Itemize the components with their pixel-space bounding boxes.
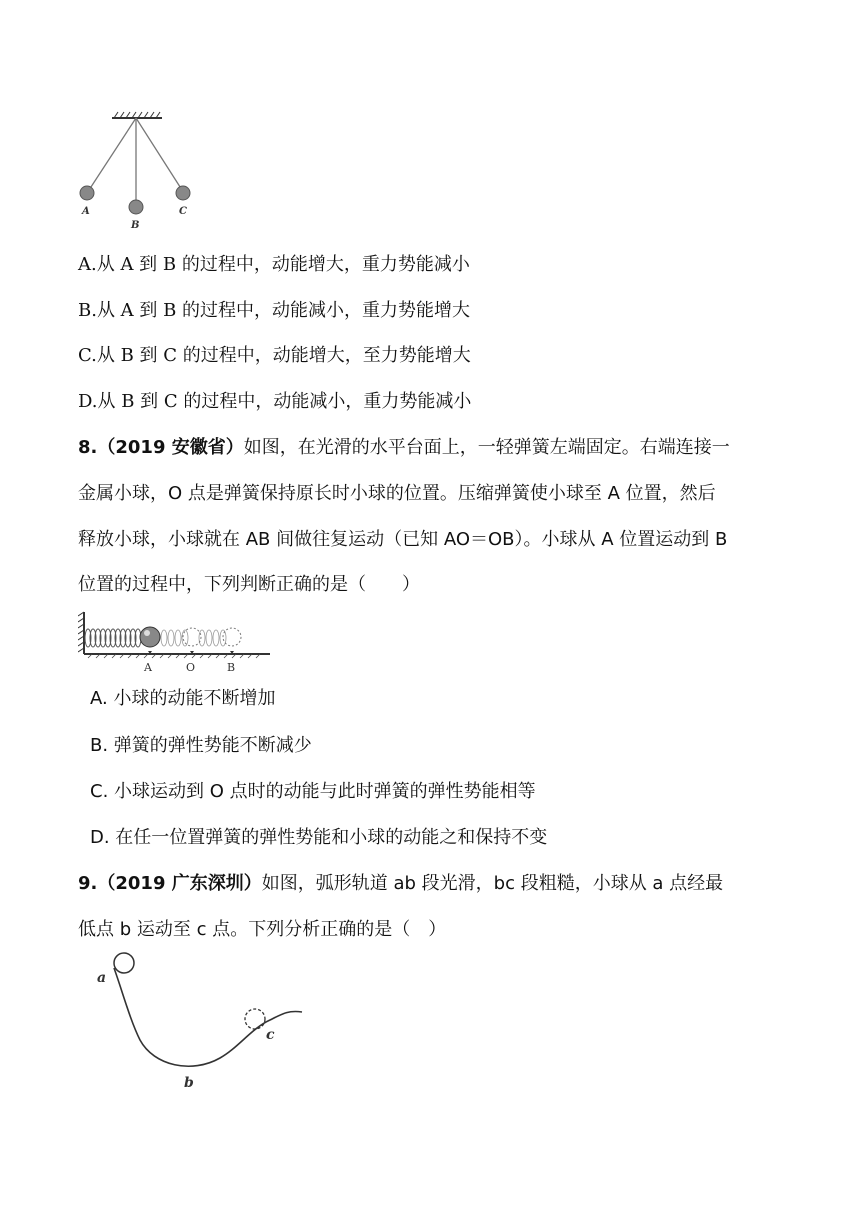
question-source: （2019 广东深圳） — [97, 873, 262, 894]
pendulum-figure — [70, 108, 210, 233]
q8-stem-line-3: 释放小球，小球就在 AB 间做往复运动（已知 AO＝OB）。小球从 A 位置运动到 B — [78, 529, 728, 550]
label-c: c — [266, 1027, 275, 1043]
ball-at-c — [245, 1009, 265, 1029]
label-a: A — [144, 661, 152, 674]
label-b: b — [184, 1075, 194, 1090]
question-text: 如图，弧形轨道 ab 段光滑，bc 段粗糙，小球从 a 点经最 — [261, 873, 724, 894]
q9-stem-line-1 — [78, 871, 723, 897]
label-b: B — [227, 661, 236, 674]
label-c: C — [179, 206, 187, 217]
q7-option-c: C.从 B 到 C 的过程中，动能增大，至力势能增大 — [78, 345, 471, 366]
q9-stem-line-2: 低点 b 运动至 c 点。下列分析正确的是（ ） — [78, 919, 447, 940]
label-a: A — [82, 206, 90, 217]
pendulum-ball-c — [176, 186, 190, 200]
q8-option-a: A. 小球的动能不断增加 — [90, 688, 276, 709]
q8-option-b: B. 弹簧的弹性势能不断减少 — [90, 735, 312, 756]
question-number: 9. — [78, 873, 98, 894]
label-a: a — [97, 970, 107, 986]
ball-at-o — [183, 628, 201, 646]
q8-option-c: C. 小球运动到 O 点时的动能与此时弹簧的弹性势能相等 — [90, 781, 536, 802]
arc-track-figure — [92, 950, 312, 1090]
q7-option-b: B.从 A 到 B 的过程中，动能减小，重力势能增大 — [78, 300, 471, 321]
question-source: （2019 安徽省） — [97, 437, 244, 458]
label-b: B — [131, 220, 140, 231]
q8-stem-line-2: 金属小球，O 点是弹簧保持原长时小球的位置。压缩弹簧使小球至 A 位置，然后 — [78, 483, 716, 504]
ball-at-a — [114, 953, 134, 973]
question-number: 8. — [78, 437, 98, 458]
spring-figure — [78, 606, 278, 676]
q7-option-a: A.从 A 到 B 的过程中，动能增大，重力势能减小 — [78, 254, 470, 275]
q8-option-d: D. 在任一位置弹簧的弹性势能和小球的动能之和保持不变 — [90, 827, 548, 848]
q7-option-d: D.从 B 到 C 的过程中，动能减小，重力势能减小 — [78, 391, 472, 412]
q8-stem-line-1 — [78, 435, 730, 461]
q8-stem-line-4: 位置的过程中，下列判断正确的是（ ） — [78, 574, 420, 595]
pendulum-ball-b — [129, 200, 143, 214]
pendulum-ball-a — [80, 186, 94, 200]
label-o: O — [186, 661, 196, 674]
ball-at-a — [140, 627, 160, 647]
question-text: 如图，在光滑的水平台面上，一轻弹簧左端固定。右端连接一 — [243, 437, 730, 458]
